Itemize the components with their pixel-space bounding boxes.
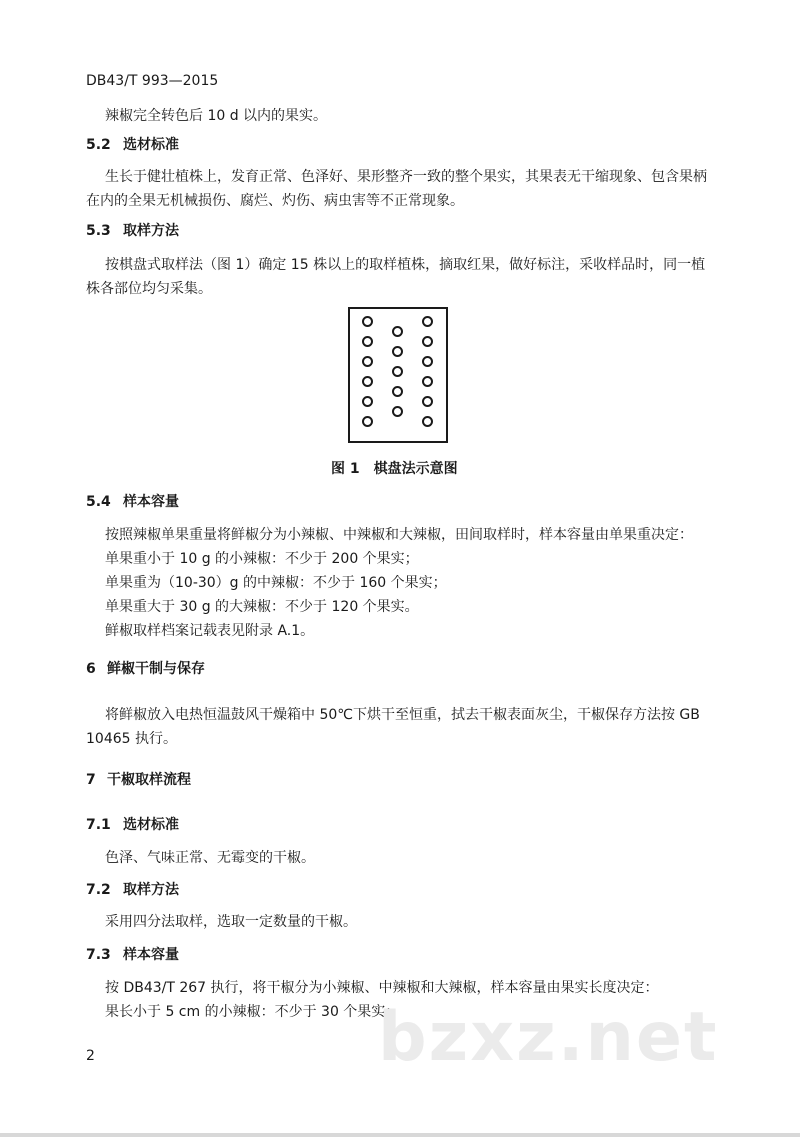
section-number: 7 [86, 772, 96, 788]
sample-point [422, 416, 433, 427]
paragraph-line: 在内的全果无机械损伤、腐烂、灼伤、病虫害等不正常现象。 [86, 193, 464, 209]
paragraph-line: 单果重小于 10 g 的小辣椒：不少于 200 个果实； [105, 551, 419, 567]
sample-point [362, 316, 373, 327]
sample-point [422, 376, 433, 387]
paragraph-line: 将鲜椒放入电热恒温鼓风干燥箱中 50℃下烘干至恒重，拭去干椒表面灰尘，干椒保存方法按 GB [105, 707, 700, 723]
sample-point [362, 356, 373, 367]
section-heading: 选材标准 [123, 817, 179, 833]
paragraph-line: 按棋盘式取样法（图 1）确定 15 株以上的取样植株，摘取红果，做好标注，采收样品时，同一植 [105, 257, 706, 273]
section-number: 7.2 [86, 882, 111, 898]
sample-point [392, 366, 403, 377]
figure-caption: 图 1 棋盘法示意图 [331, 461, 458, 477]
section-number: 5.3 [86, 223, 111, 239]
section-heading: 样本容量 [123, 947, 179, 963]
sample-point [422, 356, 433, 367]
section-heading: 取样方法 [123, 882, 179, 898]
paragraph-line: 10465 执行。 [86, 731, 177, 747]
page-bottom-edge [0, 1133, 800, 1137]
section-number: 6 [86, 661, 96, 677]
paragraph-line: 单果重大于 30 g 的大辣椒：不少于 120 个果实。 [105, 599, 419, 615]
paragraph-line: 按照辣椒单果重量将鲜椒分为小辣椒、中辣椒和大辣椒，田间取样时，样本容量由单果重决定： [105, 527, 693, 543]
paragraph-line: 采用四分法取样，选取一定数量的干椒。 [105, 914, 357, 930]
sample-point [392, 346, 403, 357]
page-number: 2 [86, 1048, 95, 1064]
section-number: 5.4 [86, 494, 111, 510]
sample-point [422, 336, 433, 347]
sample-point [422, 316, 433, 327]
paragraph-line: 生长于健壮植株上，发育正常、色泽好、果形整齐一致的整个果实，其果表无干缩现象、包含果柄 [105, 169, 707, 185]
sample-point [422, 396, 433, 407]
sample-point [362, 336, 373, 347]
doc-code-header: DB43/T 993—2015 [86, 73, 219, 89]
section-number: 7.1 [86, 817, 111, 833]
paragraph-line: 果长小于 5 cm 的小辣椒：不少于 30 个果实； [105, 1004, 400, 1020]
section-heading: 鲜椒干制与保存 [107, 661, 205, 677]
sample-point [362, 396, 373, 407]
section-number: 5.2 [86, 137, 111, 153]
paragraph-line: 辣椒完全转色后 10 d 以内的果实。 [105, 108, 328, 124]
paragraph-line: 鲜椒取样档案记载表见附录 A.1。 [105, 623, 315, 639]
section-heading: 选材标准 [123, 137, 179, 153]
site-watermark: bzxz.net [378, 998, 719, 1077]
sample-point [362, 416, 373, 427]
section-heading: 干椒取样流程 [107, 772, 191, 788]
paragraph-line: 株各部位均匀采集。 [86, 281, 212, 297]
paragraph-line: 单果重为（10-30）g 的中辣椒：不少于 160 个果实； [105, 575, 447, 591]
section-heading: 样本容量 [123, 494, 179, 510]
paragraph-line: 色泽、气味正常、无霉变的干椒。 [105, 850, 315, 866]
sample-point [392, 386, 403, 397]
sample-point [392, 326, 403, 337]
section-number: 7.3 [86, 947, 111, 963]
sample-point [392, 406, 403, 417]
checkerboard-diagram [348, 307, 448, 443]
paragraph-line: 按 DB43/T 267 执行，将干椒分为小辣椒、中辣椒和大辣椒，样本容量由果实长度决定： [105, 980, 659, 996]
section-heading: 取样方法 [123, 223, 179, 239]
sample-point [362, 376, 373, 387]
